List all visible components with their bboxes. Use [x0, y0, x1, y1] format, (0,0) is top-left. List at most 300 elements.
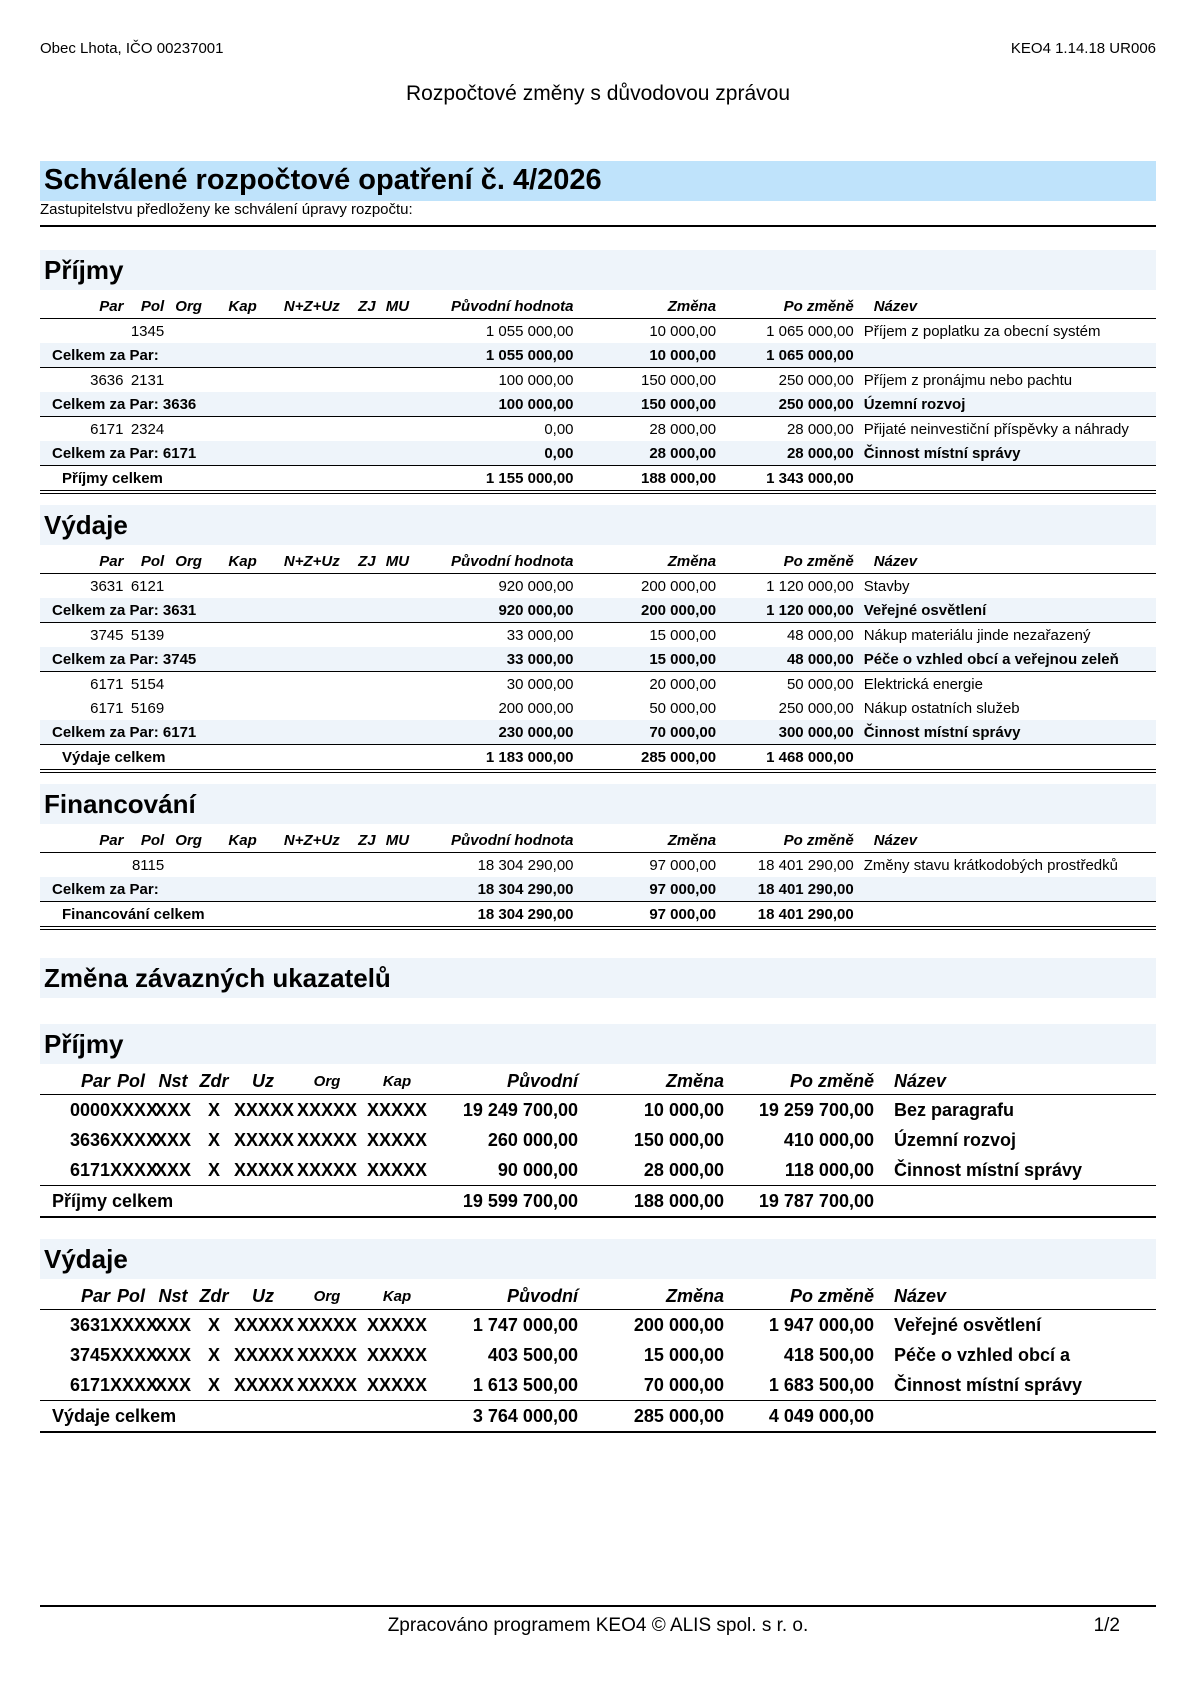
cell-after-change: 1 120 000,00	[716, 598, 864, 623]
cell-empty	[164, 623, 213, 648]
cell-label: Celkem za Par: 6171	[40, 441, 413, 466]
cell-change: 285 000,00	[578, 1401, 724, 1433]
cell-empty	[164, 319, 213, 344]
subtotal-row	[40, 392, 1156, 417]
column-header-name: Název	[864, 828, 1156, 853]
cell-change: 200 000,00	[633, 1314, 724, 1335]
cell-par: 3631	[69, 1314, 110, 1335]
cell-empty	[352, 696, 383, 720]
cell-pol: 5169	[130, 699, 165, 717]
column-header-after-change: Po změně	[716, 828, 864, 853]
cell-after-change: 118 000,00	[784, 1159, 874, 1180]
cell-original-value: 100 000,00	[413, 392, 574, 417]
cell-original-value: 1 183 000,00	[413, 745, 574, 772]
cell-org: XXXXX	[296, 1374, 358, 1395]
cell-empty	[272, 417, 351, 442]
cell-empty	[272, 672, 351, 697]
total-row	[40, 902, 1156, 929]
column-header-original: Původní	[432, 1283, 578, 1310]
cell-zdr: X	[207, 1129, 220, 1150]
cell-name: Péče o vzhled obcí a	[894, 1344, 1071, 1365]
cell-after-change: 1 947 000,00	[768, 1314, 874, 1335]
column-header-name: Název	[864, 549, 1156, 574]
table-row	[40, 1370, 1156, 1401]
column-header-after-change: Po změně	[724, 1068, 884, 1095]
cell-org: XXXXX	[296, 1314, 358, 1335]
cell-name	[864, 902, 1156, 929]
cell-name: Příjem z poplatku za obecní systém	[863, 322, 1101, 340]
cell-pol: 5139	[130, 626, 165, 644]
cell-change: 20 000,00	[649, 675, 717, 693]
cell-nst: XXX	[154, 1159, 192, 1180]
table-header-row	[40, 294, 1156, 319]
table-row	[40, 696, 1156, 720]
column-header-zdr: Zdr	[194, 1283, 234, 1310]
cell-after-change: 50 000,00	[786, 675, 854, 693]
column-header-change: Změna	[578, 1283, 724, 1310]
column-header-mu: MU	[382, 549, 413, 574]
document-title: Rozpočtové změny s důvodovou zprávou	[405, 82, 791, 105]
table-header-row	[40, 549, 1156, 574]
cell-original-value: 18 304 290,00	[413, 902, 574, 929]
cell-original-value: 0,00	[544, 420, 574, 438]
subtotal-row	[40, 343, 1156, 368]
cell-par	[40, 853, 123, 878]
cell-empty	[213, 853, 272, 878]
section-prijmy-table	[40, 294, 1156, 494]
cell-change: 97 000,00	[649, 856, 717, 874]
total-row	[40, 466, 1156, 493]
cell-change: 150 000,00	[574, 392, 717, 417]
cell-after-change: 410 000,00	[783, 1129, 874, 1150]
column-header-org: Org	[164, 294, 213, 319]
cell-empty	[382, 696, 413, 720]
section-vydaje-table	[40, 549, 1156, 773]
cell-after-change: 1 468 000,00	[716, 745, 864, 772]
column-header-par: Par	[40, 294, 123, 319]
column-header-uz: Uz	[234, 1068, 292, 1095]
cell-original-value: 18 304 290,00	[477, 856, 574, 874]
cell-pol: 8115	[131, 856, 165, 874]
column-header-after-change: Po změně	[724, 1283, 884, 1310]
column-header-org: Org	[292, 1283, 362, 1310]
cell-empty	[164, 417, 213, 442]
cell-zdr: X	[207, 1159, 220, 1180]
column-header-kap: Kap	[362, 1283, 432, 1310]
cell-change: 10 000,00	[643, 1099, 724, 1120]
cell-after-change: 418 500,00	[783, 1344, 874, 1365]
cell-name: Stavby	[863, 577, 910, 595]
cell-org: XXXXX	[296, 1159, 358, 1180]
cell-par: 3631	[90, 577, 124, 595]
table-row	[40, 672, 1156, 697]
column-header-par: Par	[40, 1068, 110, 1095]
cell-change: 28 000,00	[649, 420, 717, 438]
column-header-zj: ZJ	[352, 828, 383, 853]
cell-name	[864, 343, 1156, 368]
cell-org: XXXXX	[296, 1129, 358, 1150]
cell-original-value: 33 000,00	[506, 626, 574, 644]
cell-name	[864, 745, 1156, 772]
cell-name: Příjem z pronájmu nebo pachtu	[863, 371, 1073, 389]
cell-after-change: 1 065 000,00	[716, 343, 864, 368]
cell-name: Veřejné osvětlení	[864, 598, 1156, 623]
cell-uz: XXXXX	[234, 1344, 295, 1365]
cell-uz: XXXXX	[234, 1099, 295, 1120]
table-header-row	[40, 1068, 1156, 1095]
cell-original: 3 764 000,00	[432, 1401, 578, 1433]
cell-pol: 1345	[130, 322, 165, 340]
cell-name: Přijaté neinvestiční příspěvky a náhrady	[863, 420, 1129, 438]
cell-pol: 5154	[130, 675, 165, 693]
cell-change: 97 000,00	[574, 877, 717, 902]
cell-change: 10 000,00	[649, 322, 717, 340]
subtotal-row	[40, 877, 1156, 902]
cell-change: 70 000,00	[643, 1374, 724, 1395]
cell-pol: 6121	[130, 577, 165, 595]
total-row	[40, 1186, 1156, 1218]
cell-name: Územní rozvoj	[864, 392, 1156, 417]
cell-name: Bez paragrafu	[894, 1099, 1015, 1120]
cell-par: 6171	[69, 1374, 110, 1395]
cell-change: 200 000,00	[574, 598, 717, 623]
cell-after-change: 18 401 290,00	[716, 902, 864, 929]
cell-name: Činnost místní správy	[894, 1159, 1083, 1180]
cell-par	[40, 319, 123, 344]
cell-uz: XXXXX	[234, 1129, 295, 1150]
cell-label: Výdaje celkem	[40, 745, 413, 772]
cell-nst: XXX	[154, 1314, 192, 1335]
table-row	[40, 417, 1156, 442]
cell-pol: XXXX	[110, 1099, 159, 1120]
group-title: Příjmy	[44, 1029, 124, 1059]
cell-change: 15 000,00	[649, 626, 717, 644]
cell-name: Péče o vzhled obcí a veřejnou zeleň	[864, 647, 1156, 672]
cell-empty	[382, 623, 413, 648]
cell-original: 403 500,00	[487, 1344, 578, 1365]
cell-empty	[272, 368, 351, 393]
measure-banner	[40, 161, 1156, 201]
cell-original-value: 200 000,00	[498, 699, 574, 717]
cell-after-change: 1 065 000,00	[766, 322, 854, 340]
column-header-pol: Pol	[123, 828, 164, 853]
cell-name	[884, 1401, 1156, 1433]
cell-empty	[272, 574, 351, 599]
cell-after-change: 1 683 500,00	[768, 1374, 874, 1395]
column-header-name: Název	[864, 294, 1156, 319]
cell-original-value: 33 000,00	[413, 647, 574, 672]
cell-label: Celkem za Par: 6171	[40, 720, 413, 745]
cell-par: 6171	[90, 699, 124, 717]
table-row	[40, 1095, 1156, 1126]
cell-original: 19 249 700,00	[462, 1099, 578, 1120]
column-header-nzuz: N+Z+Uz	[272, 549, 351, 574]
cell-uz: XXXXX	[234, 1314, 295, 1335]
indicators-vydaje-table	[40, 1283, 1156, 1433]
table-row	[40, 368, 1156, 393]
cell-after-change: 250 000,00	[778, 371, 854, 389]
cell-label: Celkem za Par: 3636	[40, 392, 413, 417]
cell-original-value: 100 000,00	[498, 371, 574, 389]
cell-change: 28 000,00	[643, 1159, 724, 1180]
cell-label: Celkem za Par:	[40, 877, 413, 902]
cell-name: Nákup materiálu jinde nezařazený	[863, 626, 1091, 644]
cell-after-change: 19 259 700,00	[758, 1099, 874, 1120]
table-row	[40, 574, 1156, 599]
column-header-kap: Kap	[213, 828, 272, 853]
cell-empty	[164, 696, 213, 720]
cell-original: 1 613 500,00	[472, 1374, 578, 1395]
column-header-original: Původní	[432, 1068, 578, 1095]
table-header-row	[40, 1283, 1156, 1310]
cell-empty	[213, 319, 272, 344]
cell-name: Činnost místní správy	[894, 1374, 1083, 1395]
cell-after-change: 48 000,00	[716, 647, 864, 672]
cell-pol: XXXX	[110, 1159, 159, 1180]
column-header-org: Org	[164, 828, 213, 853]
cell-kap: XXXXX	[366, 1374, 428, 1395]
cell-after-change: 19 787 700,00	[724, 1186, 884, 1218]
indicators-header	[40, 958, 1156, 998]
program-version: KEO4 1.14.18 UR006	[1010, 40, 1156, 57]
cell-empty	[272, 696, 351, 720]
column-header-par: Par	[40, 828, 123, 853]
cell-empty	[164, 853, 213, 878]
cell-uz: XXXXX	[234, 1159, 295, 1180]
cell-empty	[382, 672, 413, 697]
organization-name: Obec Lhota, IČO 00237001	[40, 40, 224, 57]
cell-empty	[352, 672, 383, 697]
cell-label: Příjmy celkem	[40, 1186, 432, 1218]
cell-change: 97 000,00	[574, 902, 717, 929]
cell-empty	[382, 417, 413, 442]
column-header-change: Změna	[578, 1068, 724, 1095]
cell-empty	[213, 417, 272, 442]
cell-original-value: 0,00	[413, 441, 574, 466]
column-header-zj: ZJ	[352, 294, 383, 319]
table-row	[40, 1125, 1156, 1155]
cell-change: 188 000,00	[574, 466, 717, 493]
cell-org: XXXXX	[296, 1344, 358, 1365]
cell-zdr: X	[207, 1099, 220, 1120]
column-header-nst: Nst	[152, 1068, 194, 1095]
column-header-zj: ZJ	[352, 549, 383, 574]
cell-kap: XXXXX	[366, 1344, 428, 1365]
cell-name: Veřejné osvětlení	[894, 1314, 1042, 1335]
cell-empty	[213, 696, 272, 720]
cell-empty	[272, 853, 351, 878]
section-prijmy-header	[40, 250, 1156, 290]
column-header-kap: Kap	[213, 294, 272, 319]
page-number: 1/2	[1093, 1615, 1120, 1636]
cell-change: 50 000,00	[649, 699, 717, 717]
cell-change: 28 000,00	[574, 441, 717, 466]
total-row	[40, 745, 1156, 772]
cell-empty	[382, 368, 413, 393]
column-header-pol: Pol	[123, 549, 164, 574]
column-header-pol: Pol	[110, 1283, 152, 1310]
section-financovani-table	[40, 828, 1156, 930]
column-header-original-value: Původní hodnota	[413, 828, 574, 853]
column-header-nzuz: N+Z+Uz	[272, 828, 351, 853]
column-header-nst: Nst	[152, 1283, 194, 1310]
cell-empty	[352, 623, 383, 648]
cell-original-value: 920 000,00	[498, 577, 574, 595]
cell-label: Financování celkem	[40, 902, 413, 929]
subtotal-row	[40, 647, 1156, 672]
cell-name	[864, 877, 1156, 902]
cell-after-change: 4 049 000,00	[724, 1401, 884, 1433]
column-header-after-change: Po změně	[716, 294, 864, 319]
cell-change: 150 000,00	[633, 1129, 724, 1150]
indicators-title: Změna závazných ukazatelů	[44, 963, 391, 993]
cell-change: 10 000,00	[574, 343, 717, 368]
column-header-kap: Kap	[362, 1068, 432, 1095]
cell-par: 3636	[69, 1129, 110, 1150]
cell-after-change: 1 343 000,00	[716, 466, 864, 493]
cell-change: 150 000,00	[640, 371, 717, 389]
cell-nst: XXX	[154, 1344, 192, 1365]
section-title: Financování	[44, 789, 196, 819]
table-row	[40, 1340, 1156, 1370]
cell-original-value: 1 055 000,00	[413, 343, 574, 368]
cell-zdr: X	[207, 1374, 220, 1395]
cell-original: 1 747 000,00	[472, 1314, 578, 1335]
footer-divider	[40, 1605, 1156, 1607]
cell-label: Celkem za Par:	[40, 343, 413, 368]
section-financovani-header	[40, 784, 1156, 824]
cell-empty	[352, 319, 383, 344]
column-header-change: Změna	[574, 294, 717, 319]
cell-par: 6171	[90, 675, 124, 693]
indicators-prijmy-table	[40, 1068, 1156, 1218]
cell-label: Výdaje celkem	[40, 1401, 432, 1433]
cell-kap: XXXXX	[366, 1159, 428, 1180]
cell-name	[884, 1186, 1156, 1218]
cell-after-change: 250 000,00	[716, 392, 864, 417]
cell-empty	[164, 368, 213, 393]
table-row	[40, 623, 1156, 648]
column-header-name: Název	[884, 1283, 1156, 1310]
divider	[40, 225, 1156, 227]
cell-empty	[213, 368, 272, 393]
cell-par: 6171	[90, 420, 124, 438]
cell-par: 3745	[69, 1344, 110, 1365]
cell-zdr: X	[207, 1344, 220, 1365]
indicators-prijmy-header	[40, 1024, 1156, 1064]
column-header-original-value: Původní hodnota	[413, 294, 574, 319]
section-title: Příjmy	[44, 255, 124, 285]
cell-nst: XXX	[154, 1374, 192, 1395]
cell-name: Činnost místní správy	[864, 441, 1156, 466]
column-header-par: Par	[40, 1283, 110, 1310]
cell-par: 0000	[69, 1099, 110, 1120]
cell-name: Elektrická energie	[863, 675, 983, 693]
cell-pol: 2324	[130, 420, 165, 438]
cell-empty	[213, 574, 272, 599]
cell-empty	[272, 319, 351, 344]
cell-org: XXXXX	[296, 1099, 358, 1120]
footer-text: Zpracováno programem KEO4 © ALIS spol. s r. o.	[387, 1615, 809, 1636]
cell-empty	[213, 672, 272, 697]
cell-original-value: 230 000,00	[413, 720, 574, 745]
cell-original: 19 599 700,00	[432, 1186, 578, 1218]
cell-kap: XXXXX	[366, 1129, 428, 1150]
cell-empty	[164, 574, 213, 599]
total-row	[40, 1401, 1156, 1433]
cell-label: Celkem za Par: 3631	[40, 598, 413, 623]
column-header-pol: Pol	[123, 294, 164, 319]
subtotal-row	[40, 441, 1156, 466]
measure-title: Schválené rozpočtové opatření č. 4/2026	[44, 164, 602, 196]
cell-after-change: 1 120 000,00	[766, 577, 854, 595]
cell-empty	[352, 853, 383, 878]
cell-empty	[352, 574, 383, 599]
cell-change: 200 000,00	[640, 577, 717, 595]
column-header-after-change: Po změně	[716, 549, 864, 574]
cell-original-value: 18 304 290,00	[413, 877, 574, 902]
cell-original-value: 920 000,00	[413, 598, 574, 623]
section-title: Výdaje	[44, 510, 128, 540]
measure-intro: Zastupitelstvu předloženy ke schválení úpravy rozpočtu:	[40, 201, 413, 218]
column-header-org: Org	[164, 549, 213, 574]
cell-original-value: 1 055 000,00	[485, 322, 574, 340]
column-header-change: Změna	[574, 549, 717, 574]
indicators-vydaje-header	[40, 1239, 1156, 1279]
cell-label: Celkem za Par: 3745	[40, 647, 413, 672]
table-row	[40, 1155, 1156, 1186]
cell-change: 70 000,00	[574, 720, 717, 745]
cell-empty	[382, 319, 413, 344]
cell-par: 6171	[69, 1159, 110, 1180]
cell-after-change: 28 000,00	[786, 420, 854, 438]
column-header-pol: Pol	[110, 1068, 152, 1095]
cell-empty	[382, 853, 413, 878]
cell-pol: XXXX	[110, 1374, 159, 1395]
section-vydaje-header	[40, 505, 1156, 545]
cell-original: 90 000,00	[497, 1159, 578, 1180]
table-row	[40, 1310, 1156, 1341]
cell-kap: XXXXX	[366, 1099, 428, 1120]
cell-original: 260 000,00	[487, 1129, 578, 1150]
cell-zdr: X	[207, 1314, 220, 1335]
cell-after-change: 300 000,00	[716, 720, 864, 745]
cell-name: Změny stavu krátkodobých prostředků	[863, 856, 1118, 874]
cell-after-change: 18 401 290,00	[716, 877, 864, 902]
column-header-kap: Kap	[213, 549, 272, 574]
table-header-row	[40, 828, 1156, 853]
column-header-original-value: Původní hodnota	[413, 549, 574, 574]
cell-name: Územní rozvoj	[894, 1129, 1017, 1150]
cell-name: Činnost místní správy	[864, 720, 1156, 745]
cell-empty	[352, 368, 383, 393]
cell-change: 15 000,00	[643, 1344, 724, 1365]
cell-original-value: 1 155 000,00	[413, 466, 574, 493]
column-header-uz: Uz	[234, 1283, 292, 1310]
cell-empty	[164, 672, 213, 697]
cell-kap: XXXXX	[366, 1314, 428, 1335]
cell-empty	[213, 623, 272, 648]
cell-empty	[382, 574, 413, 599]
cell-after-change: 18 401 290,00	[757, 856, 854, 874]
column-header-mu: MU	[382, 828, 413, 853]
column-header-nzuz: N+Z+Uz	[272, 294, 351, 319]
cell-nst: XXX	[154, 1099, 192, 1120]
cell-par: 3745	[90, 626, 124, 644]
cell-name: Nákup ostatních služeb	[863, 699, 1020, 717]
cell-par: 3636	[90, 371, 124, 389]
cell-name	[864, 466, 1156, 493]
